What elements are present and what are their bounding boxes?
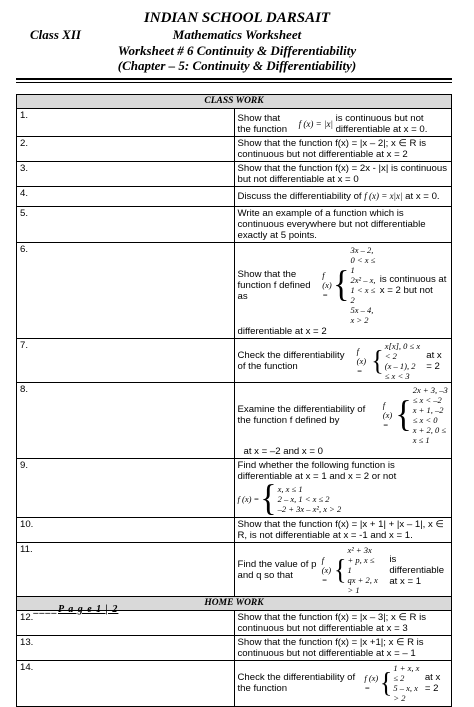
question-text [234,661,452,707]
question-number: 7. [17,339,235,383]
subject-title: Mathematics Worksheet [172,27,302,42]
question-number: 11. [17,543,235,597]
question-number: 3. [17,162,235,187]
question-pre: Check the differentiability of the function [237,350,345,372]
question-text [234,109,452,137]
question-pre: Show that the function [237,113,288,135]
question-text: Show that the function f(x) = |x – 2|; x ∈ R is continuous but not differentiable at x = 2 [234,137,452,162]
question-pre: Show that the function f defined as [237,268,311,302]
question-row [17,162,452,187]
chapter-title: (Chapter – 5: Continuity & Differentiability) [117,58,357,73]
school-name: INDIAN SCHOOL DARSAIT [143,10,331,26]
question-text: Show that the function f(x) = |x – 3|; x ∈ R is continuous but not differentiable at x = 3 [234,611,452,636]
brace-icon: { [333,264,350,305]
question-text: Write an example of a function which is continuous everywhere but not differentiable exactly at 5 points. [234,207,452,243]
piecewise-function: f (x) = { 2x + 3, –3 ≤ x < –2 x + 1, –2 ≤ x < 0 x + 2, 0 ≤ x ≤ 1 [382,385,448,445]
brace-icon: { [371,344,384,377]
question-row [17,109,452,137]
question-post: is continuous at x = 2 but not [379,274,447,296]
class-work-header: CLASS WORK [17,95,452,109]
question-number: 9. [17,459,235,518]
question-text: Show that the function f(x) = 2x - |x| is continuous but not differentiable at x = 0 [234,162,452,187]
question-post: at x = 2 [424,672,441,694]
question-row [17,137,452,162]
question-pre: Examine the differentiability of the function f defined by [237,404,366,426]
question-number: 1. [17,109,235,137]
question-number: 6. [17,243,235,339]
question-row [17,339,452,383]
question-text [234,339,452,383]
brace-icon: { [395,394,412,435]
piecewise-function: f (x) = { x² + 3x + p, x ≤ 1 qx + 2, x > 1 [321,545,378,595]
question-number: 10. [17,518,235,543]
worksheet-title: Worksheet # 6 Continuity & Differentiability [117,43,357,58]
piecewise-function: f (x) = { x, x ≤ 1 2 – x, 1 < x ≤ 2 –2 + 3x – x², x > 2 [237,478,342,519]
question-post: at x = 0. [405,191,440,202]
question-text [234,543,452,597]
piecewise-function: f (x) = { x[x], 0 ≤ x < 2 (x – 1), 2 ≤ x < 3 [356,341,421,381]
question-text [234,383,452,459]
piecewise-function: f (x) = { 3x – 2, 0 < x ≤ 1 2x² – x, 1 < x ≤ 2 5x – 4, x > 2 [322,245,376,325]
page-footer [34,604,118,615]
piecewise-function: f (x) = { 1 + x, x ≤ 2 5 – x, x > 2 [364,663,420,703]
question-pre: Find the value of p and q so that [237,559,317,581]
brace-icon: { [333,553,347,586]
question-number: 4. [17,187,235,207]
question-row [17,661,452,707]
question-text: Show that the function f(x) = |x + 1| + |x – 1|, x ∈ R, is not differentiable at x = -1 and x = 1. [234,518,452,543]
class-label: Class XII [30,27,81,42]
worksheet-header [0,0,474,80]
question-text [234,187,452,207]
question-pre: Find whether the following function is differentiable at x = 1 and x = 2 or not [237,460,397,482]
question-row [17,518,452,543]
header-divider [16,78,452,80]
question-row [17,383,452,459]
question-number: 12. [17,611,235,636]
question-post: is differentiable at x = 1 [389,553,445,587]
function-expr: f (x) = x|x| [364,191,403,201]
question-row [17,187,452,207]
question-row [17,636,452,661]
question-tail: differentiable at x = 2 [237,326,327,337]
header-divider-thin [16,82,452,83]
question-post: at x = 2 [426,350,442,372]
question-number: 13. [17,636,235,661]
question-number: 2. [17,137,235,162]
brace-icon: { [260,478,277,519]
question-text [234,243,452,339]
question-row [17,243,452,339]
brace-icon: { [379,666,393,699]
question-tail: at x = –2 and x = 0 [243,446,323,457]
page-number: P a g e 1 | 2 [58,604,119,615]
question-number: 14. [17,661,235,707]
question-text: Show that the function f(x) = |x +1|; x ∈ R is continuous but not differentiable at x = – 1 [234,636,452,661]
question-table [16,94,452,707]
footer-rule: ____ [34,604,58,615]
function-expr: f (x) = |x| [298,118,333,129]
question-row [17,207,452,243]
question-text [234,459,452,518]
question-pre: Discuss the differentiability of [237,191,362,202]
question-row [17,459,452,518]
question-pre: Check the differentiability of the function [237,672,356,694]
question-number: 8. [17,383,235,459]
home-work-header: HOME WORK [17,597,452,611]
question-post: is continuous but not differentiable at x = 0. [335,113,428,135]
question-number: 5. [17,207,235,243]
question-row [17,543,452,597]
